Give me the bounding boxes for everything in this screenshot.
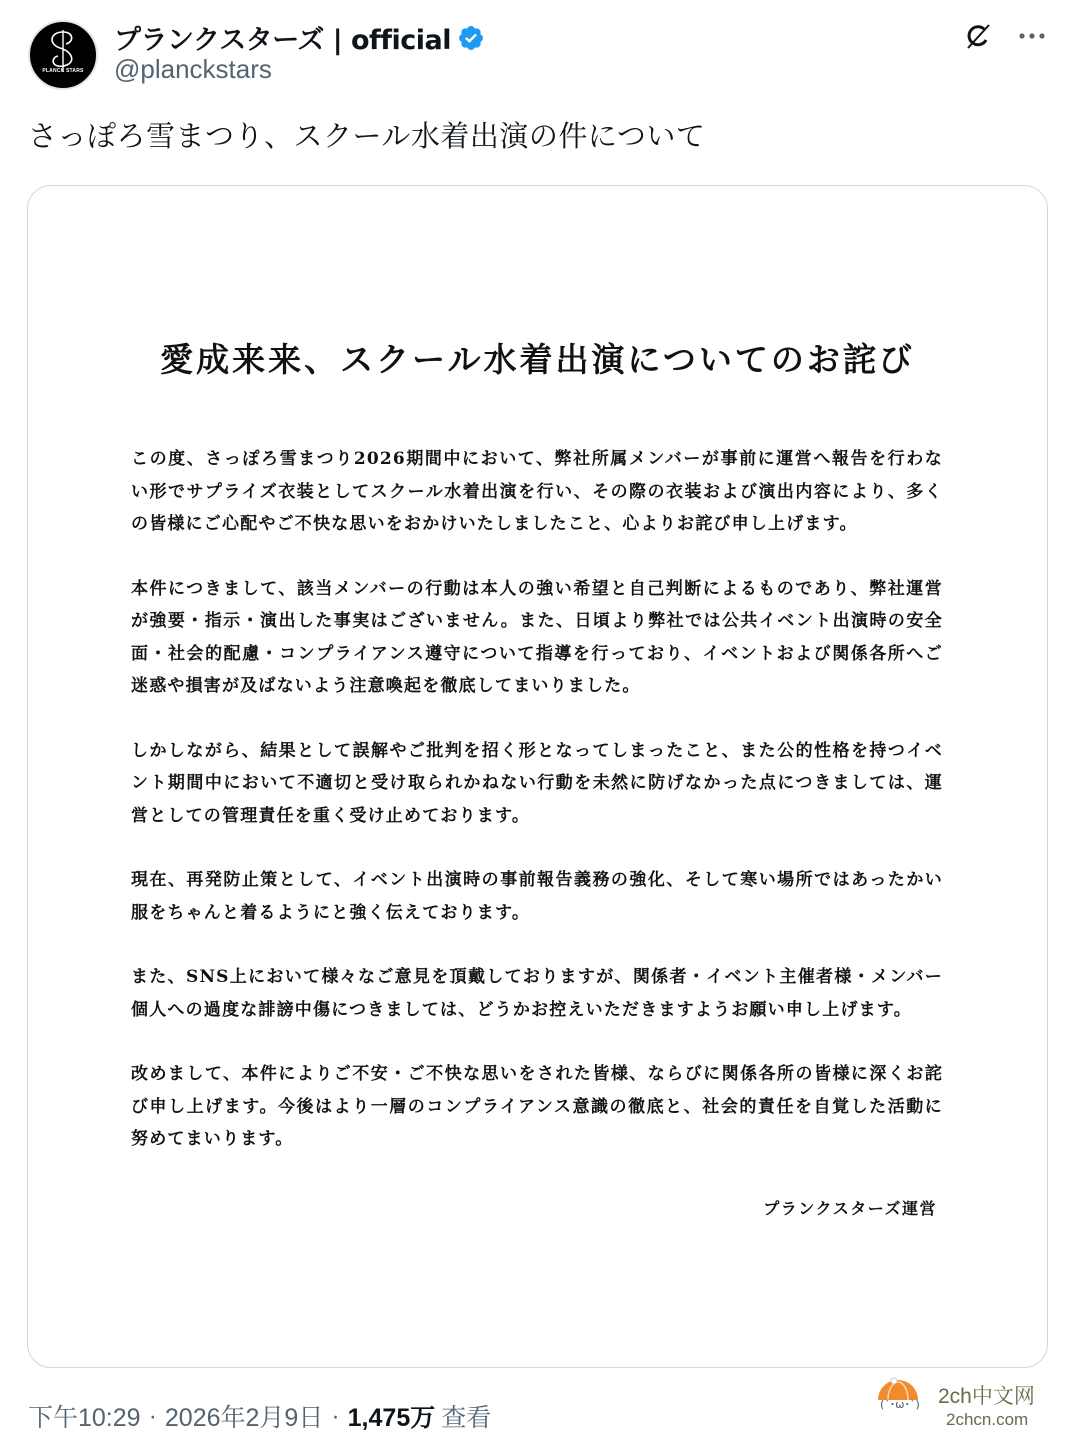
views-count: 1,475万	[347, 1404, 436, 1432]
document-body	[131, 443, 943, 1188]
separator: ·	[148, 1401, 157, 1430]
post-date[interactable]: 2026年2月9日	[164, 1404, 324, 1432]
tweet-text: さっぽろ雪まつり、スクール水着出演の件について	[28, 119, 706, 153]
document-paragraph: 本件につきまして、該当メンバーの行動は本人の強い希望と自己判断によるものであり、弊社運営が強要・指示・演出した事実はございません。また、日頃より弊社では公共イベント出演時の安全面・社会的配慮・コンプライアンス遵守について指導を行っており、イベントおよび関係各所へご迷惑や損害が及ばないよう注意喚起を徹底してまいりました。	[131, 578, 943, 696]
separator: ·	[331, 1401, 340, 1430]
document-paragraph: しかしながら、結果として誤解やご批判を招く形となってしまったこと、また公的性格を持つイベント期間中において不適切と受け取られかねない行動を未然に防げなかった点につきましては、運営としての管理責任を重く受け止めております。	[131, 740, 943, 826]
tweet-header	[28, 16, 1058, 92]
media-image[interactable]	[27, 185, 1048, 1368]
verified-badge-icon[interactable]	[457, 24, 485, 52]
display-name[interactable]: プランクスターズ | official	[114, 25, 452, 56]
grok-icon	[962, 20, 994, 52]
document-paragraph: この度、さっぽろ雪まつり2026期間中において、弊社所属メンバーが事前に運営へ報告を行わない形でサプライズ衣装としてスクール水着出演を行い、その際の衣装および演出内容により、多くの皆様にご心配やご不快な思いをおかけいたしましたこと、心よりお詫び申し上げます。	[131, 449, 943, 534]
tweet-metadata	[28, 1398, 491, 1434]
document-paragraph: また、SNS上において様々なご意見を頂戴しておりますが、関係者・イベント主催者様・メンバー個人への過度な誹謗中傷につきましては、どうかお控えいただきますようお願い申し上げます。	[131, 967, 943, 1020]
handle[interactable]: @planckstars	[114, 54, 272, 84]
watermark-face: (´･ω･`)	[880, 1398, 920, 1411]
views-label: 查看	[441, 1404, 492, 1432]
watermark-url: 2chcn.com	[946, 1410, 1029, 1429]
grok-button[interactable]	[960, 18, 996, 54]
post-time[interactable]: 下午10:29	[28, 1404, 141, 1432]
site-watermark	[876, 1376, 1046, 1446]
apology-document	[28, 186, 1047, 1367]
document-paragraph: 改めまして、本件によりご不安・ご不快な思いをされた皆様、ならびに関係各所の皆様に深くお詫び申し上げます。今後はより一層のコンプライアンス意識の徹底と、社会的責任を自覚した活動に努めてまいります。	[131, 1064, 943, 1149]
document-signature: プランクスターズ運営	[763, 1199, 937, 1218]
display-name-row	[114, 18, 485, 57]
watermark-title: 2ch中文网	[938, 1385, 1035, 1408]
avatar-brand-text: PLANCK STARS	[42, 68, 84, 74]
more-dots-icon	[1018, 32, 1046, 40]
more-button[interactable]	[1014, 18, 1050, 54]
document-title: 愛成来来、スクール水着出演についてのお詫び	[160, 340, 915, 379]
planck-logo-icon	[30, 22, 96, 88]
document-paragraph: 現在、再発防止策として、イベント出演時の事前報告義務の強化、そして寒い場所ではあったかい服をちゃんと着るようにと強く伝えております。	[131, 870, 943, 923]
avatar[interactable]	[28, 20, 98, 90]
